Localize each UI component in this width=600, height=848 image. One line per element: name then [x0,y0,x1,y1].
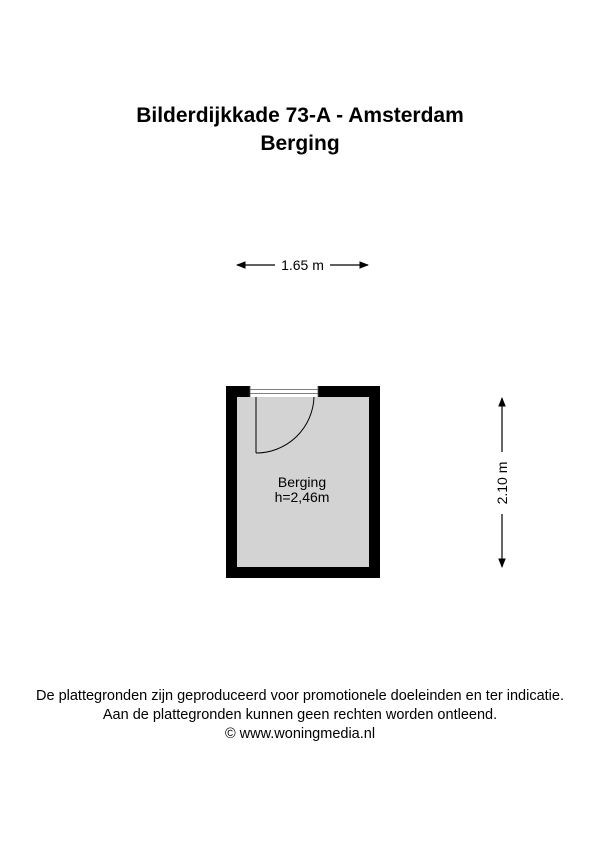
depth-dimension [494,398,510,567]
disclaimer-line-2: Aan de plattegronden kunnen geen rechten worden ontleend. [102,707,498,723]
copyright-line: © www.woningmedia.nl [224,726,376,742]
room-name: Berging [277,474,327,490]
floor-title: Berging [260,132,340,155]
disclaimer-line-1: De plattegronden zijn geproduceerd voor promotionele doeleinden en ter indicatie. [36,688,564,704]
width-dimension-label: 1.65 m [281,257,324,273]
width-dimension [237,257,368,273]
room-height: h=2,46m [274,489,330,505]
address-title: Bilderdijkkade 73-A - Amsterdam [136,104,464,127]
depth-dimension-label: 2.10 m [494,461,510,505]
